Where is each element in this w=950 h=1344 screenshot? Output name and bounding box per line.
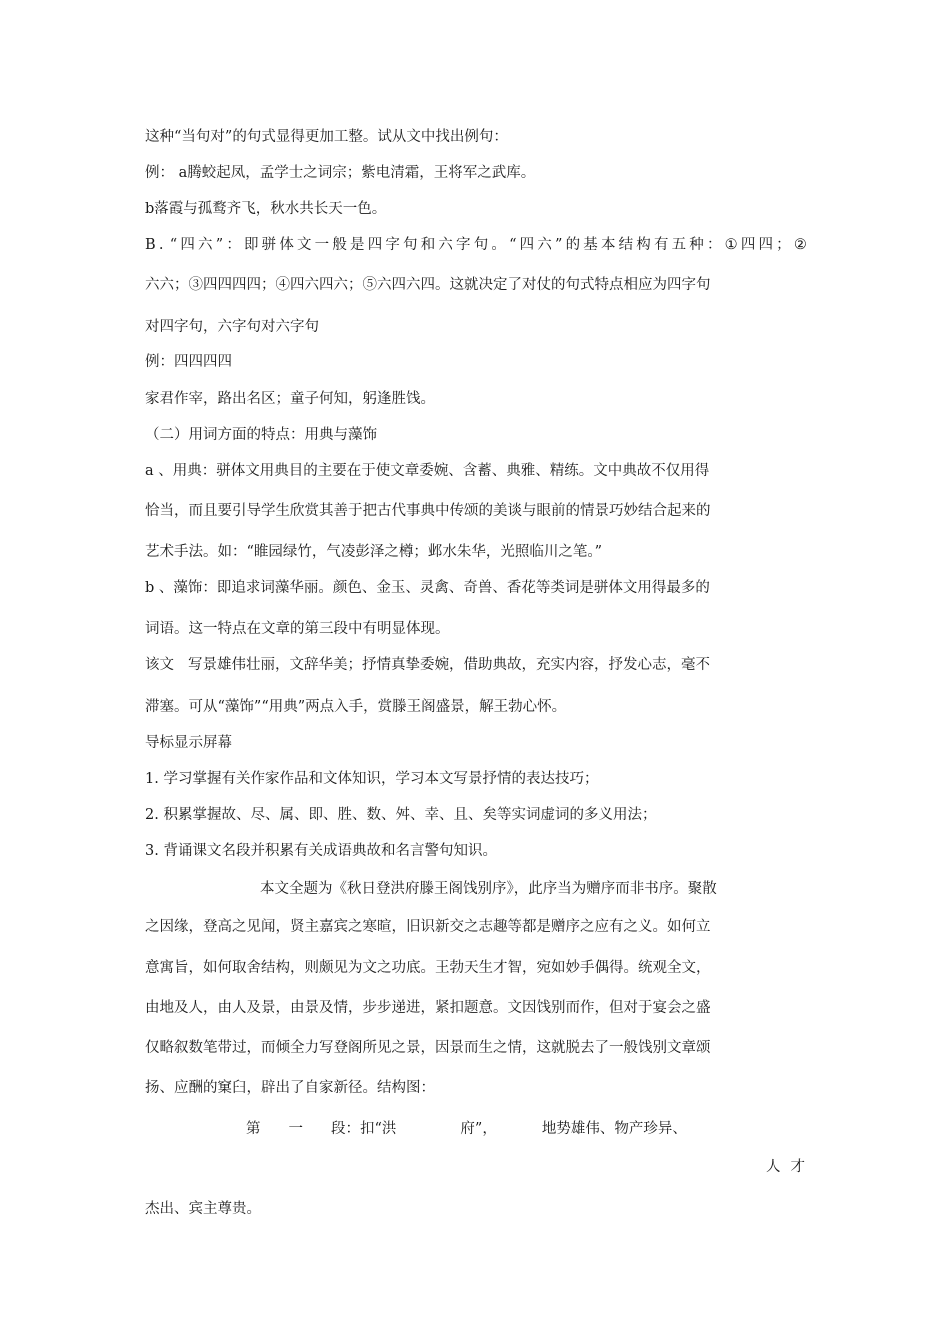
text-line: 由地及人，由人及景，由景及情，步步递进，紧扣题意。文因饯别而作，但对于宴会之盛 xyxy=(145,1000,711,1016)
text-fragment: 府”， xyxy=(460,1121,497,1137)
text-line: B . “ 四 六 ” ： 即 骈 体 文 一 般 是 四 字 句 和 六 字 句 。 “ 四 六 ” 的 基 本 结 构 有 五 种 ： ① 四 四 ； ② xyxy=(145,237,807,253)
text-fragment: 一 xyxy=(288,1121,303,1137)
text-line: 对四字句，六字句对六字句 xyxy=(145,319,319,335)
list-item: 2. 积累掌握故、尽、属、即、胜、数、舛、幸、且、矣等实词虚词的多义用法； xyxy=(145,807,657,823)
list-item: 3. 背诵课文名段并积累有关成语典故和名言警句知识。 xyxy=(145,843,497,859)
text-line: 例：四四四四 xyxy=(145,354,232,370)
text-fragment: 才 xyxy=(790,1159,805,1175)
section-heading: （二）用词方面的特点：用典与藻饰 xyxy=(145,427,377,443)
text-line: 艺术手法。如：“睢园绿竹，气凌彭泽之樽；邺水朱华，光照临川之笔。” xyxy=(145,544,603,560)
text-fragment: 该文 xyxy=(145,657,174,673)
text-line xyxy=(766,1157,805,1177)
text-line: 恰当，而且要引导学生欣赏其善于把古代事典中传颂的美谈与眼前的情景巧妙结合起来的 xyxy=(145,503,711,519)
text-fragment: 写景雄伟壮丽，文辞华美；抒情真挚委婉，借助典故，充实内容，抒发心志，毫不 xyxy=(188,657,710,673)
text-line: 六六；③四四四四；④四六四六；⑤六四六四。这就决定了对仗的句式特点相应为四字句 xyxy=(145,277,711,293)
text-line: 之因缘，登高之见闻，贤主嘉宾之寒暄，旧识新交之志趣等都是赠序之应有之义。如何立 xyxy=(145,919,711,935)
structure-diagram-label xyxy=(246,1119,687,1139)
text-fragment: 段：扣“洪 xyxy=(331,1121,397,1137)
text-fragment: 第 xyxy=(246,1121,261,1137)
text-line: 词语。这一特点在文章的第三段中有明显体现。 xyxy=(145,621,450,637)
text-line: 仅略叙数笔带过，而倾全力写登阁所见之景，因景而生之情，这就脱去了一般饯别文章颂 xyxy=(145,1040,711,1056)
text-line: 例： a腾蛟起凤，孟学士之词宗；紫电清霜，王将军之武库。 xyxy=(145,165,536,181)
text-line: 这种“当句对”的句式显得更加工整。试从文中找出例句： xyxy=(145,129,508,145)
text-line: 家君作宰，路出名区；童子何知，躬逢胜饯。 xyxy=(145,391,435,407)
text-line: b落霞与孤鹜齐飞，秋水共长天一色。 xyxy=(145,201,387,217)
text-line: 本文全题为《秋日登洪府滕王阁饯别序》，此序当为赠序而非书序。聚散 xyxy=(260,881,717,897)
text-line: 滞塞。可从“藻饰”“用典”两点入手，赏滕王阁盛景，解王勃心怀。 xyxy=(145,699,567,715)
text-line: a 、用典：骈体文用典目的主要在于使文章委婉、含蓄、典雅、精练。文中典故不仅用得 xyxy=(145,463,710,479)
text-line: b 、藻饰：即追求词藻华丽。颜色、金玉、灵禽、奇兽、香花等类词是骈体文用得最多的 xyxy=(145,580,710,596)
text-line: 杰出、宾主尊贵。 xyxy=(145,1201,261,1217)
text-line: 意寓旨，如何取舍结构，则颇见为文之功底。王勃天生才智，宛如妙手偶得。统观全文， xyxy=(145,960,711,976)
section-heading: 导标显示屏幕 xyxy=(145,735,232,751)
text-fragment: 人 xyxy=(766,1159,781,1175)
text-fragment: 地势雄伟、物产珍异、 xyxy=(541,1121,687,1137)
text-line xyxy=(145,655,710,675)
text-line: 扬、应酬的窠臼，辟出了自家新径。结构图： xyxy=(145,1080,435,1096)
list-item: 1. 学习掌握有关作家作品和文体知识，学习本文写景抒情的表达技巧； xyxy=(145,771,599,787)
